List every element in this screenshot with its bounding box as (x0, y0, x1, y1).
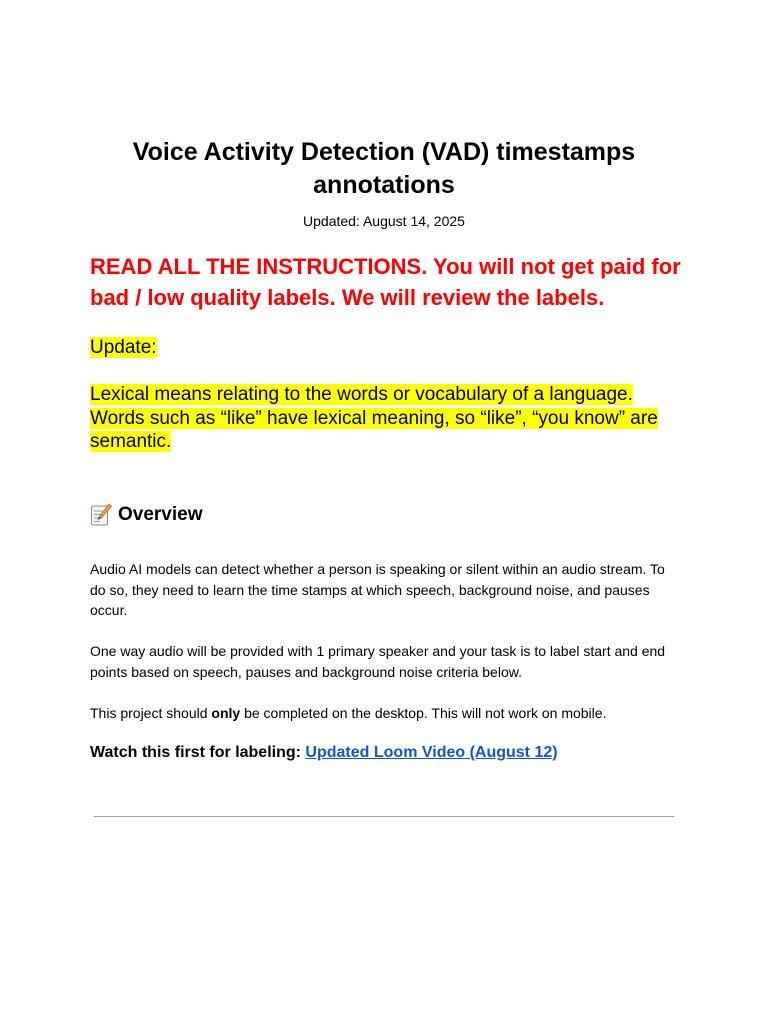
lexical-note-text: Lexical means relating to the words or vocabulary of a language. Words such as “like” have lexical meaning, so “like”, “you know” are semantic. (90, 384, 658, 452)
memo-icon (90, 503, 112, 527)
paragraph-3-end: be completed on the desktop. This will not work on mobile. (240, 705, 607, 721)
overview-paragraph-2: One way audio will be provided with 1 primary speaker and your task is to label start and end points based on speech, pauses and background noise criteria below. (90, 643, 666, 680)
loom-video-link[interactable]: Updated Loom Video (August 12) (305, 744, 558, 761)
watch-first-label: Watch this first for labeling: (90, 744, 306, 761)
update-label (90, 336, 157, 360)
overview-paragraph-3 (90, 703, 680, 724)
overview-heading-text: Overview (118, 504, 203, 525)
watch-first-line (90, 742, 558, 764)
document-title: Voice Activity Detection (VAD) timestamps annotations (132, 138, 636, 199)
overview-heading (90, 502, 203, 528)
paragraph-3-start: This project should (90, 705, 212, 721)
update-label-text: Update: (90, 337, 157, 358)
updated-date: Updated: August 14, 2025 (303, 213, 465, 229)
horizontal-rule (94, 816, 674, 817)
paragraph-3-emphasis: only (211, 705, 241, 721)
overview-paragraph-1: Audio AI models can detect whether a person is speaking or silent within an audio stream. To do so, they need to learn the time stamps at which speech, background noise, and pauses occur. (90, 561, 665, 618)
lexical-note (90, 383, 690, 454)
warning-notice: READ ALL THE INSTRUCTIONS. You will not get paid for bad / low quality labels. We will review the labels. (90, 254, 681, 310)
